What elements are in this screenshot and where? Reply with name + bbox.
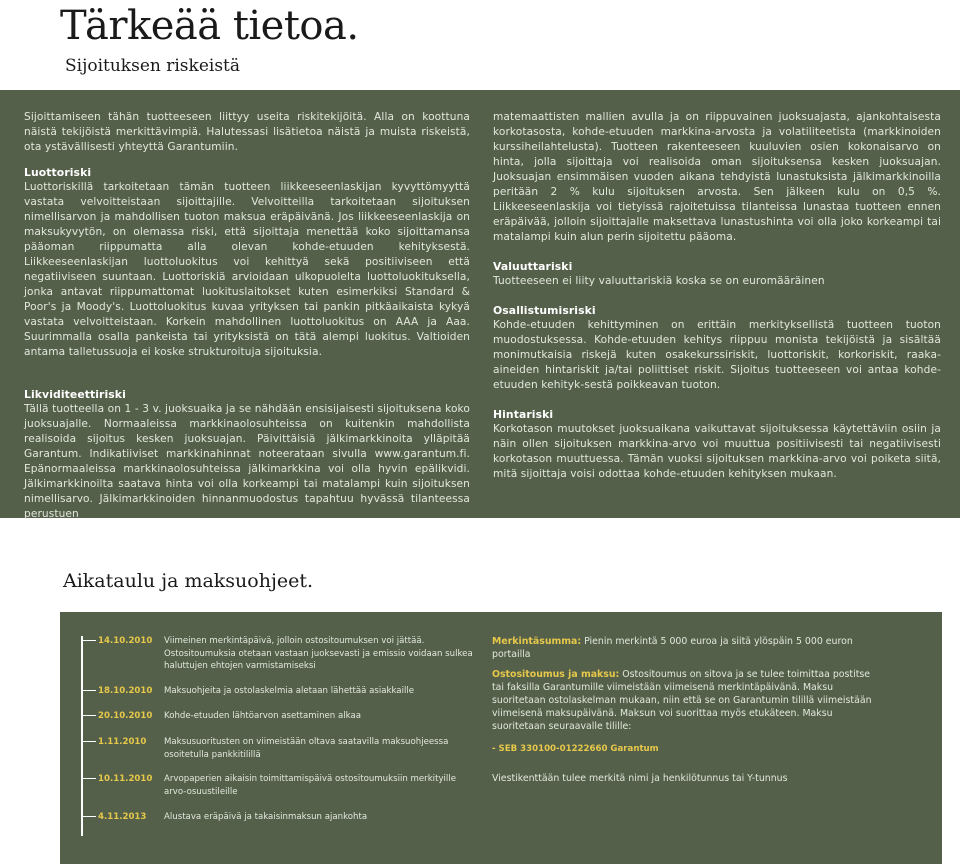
- schedule-title: Aikataulu ja maksuohjeet.: [63, 570, 314, 592]
- equity-risk-text: Kohde-etuuden kehittyminen on erittäin merkityksellistä tuotteen tuoton muodostuksessa. Kohde-etuuden kehitys riippuu monista tekijöistä ja sisältää monimutkaisia riskejä kuten osakekurssiriskit, luottoriskit, korkoriskit, raaka-aineiden hintariskit ja/tai poliittiset riskit. Sijoitus tuotteeseen voi antaa kohde-etuuden kehityk-sestä poikkeavan tuoton.: [493, 319, 941, 391]
- timeline-dashed-segment: [81, 790, 83, 834]
- subscription-info: [492, 635, 884, 661]
- subscription-label: Merkintäsumma:: [492, 636, 582, 647]
- event-date: 1.11.2010: [98, 737, 147, 747]
- timeline-tick: [82, 715, 96, 716]
- credit-risk-heading: Luottoriski: [24, 166, 92, 179]
- event-date: 14.10.2010: [98, 636, 153, 646]
- currency-risk-heading: Valuuttariski: [493, 260, 573, 273]
- liquidity-risk-continued: matemaattisten mallien avulla ja on riippuvainen juoksuajasta, ajankohtaisesta korkotasosta, kohde-etuuden markkina-arvosta ja volatiliteetista (markkinoiden kurssiheilahtelusta). Tuotteen rakenteeseen kuuluvien osien kokonaisarvo on hinta, jolla sijoittaja voi realisoida oman sijoituksensa kesken juoksuajan. Juoksuajan ensimmäisen vuoden aikana tehdyistä lunastuksista jälkimarkkinoilla peritään 2 % kulu sijoituksen arvosta. Sen jälkeen kulu on 0,5 %. Liikkeeseenlaskija voi tietyissä rajoitetuissa tilanteissa lunastaa tuotteen ennen eräpäivää, jolloin sijoittajalle maksettava lunastushinta voi olla joko korkeampi tai matalampi kuin alun perin sijoitettu pääoma.: [493, 111, 941, 243]
- event-date: 4.11.2013: [98, 812, 147, 822]
- commitment-label: Ostositoumus ja maksu:: [492, 669, 620, 680]
- risk-column-right: [493, 110, 941, 482]
- page-title: Tärkeää tietoa.: [60, 3, 359, 49]
- commitment-text: Ostositoumus on sitova ja se tulee toimittaa postitse tai faksilla Garantumille viimeistään viimeisenä merkintäpäivänä. Maksu suoritetaan ostolaskelman mukaan, niin että se on Garantumin tilillä viimeistään viimeisenä maksupäivänä. Maksun voi suorittaa myös etukäteen. Maksu suoritetaan seuraavalle tilille:: [492, 669, 872, 732]
- account-info: [492, 742, 884, 756]
- equity-risk-heading: Osallistumisriski: [493, 304, 596, 317]
- risk-intro: Sijoittamiseen tähän tuotteeseen liittyy useita riskitekijöitä. Alla on koottuna näistä tekijöistä merkittävimpiä. Halutessasi lisätietoa näistä ja muista riskeistä, ota ystävällisesti yhteyttä Garantumiin.: [24, 111, 470, 153]
- reference-note-text: Viestikenttään tulee merkitä nimi ja henkilötunnus tai Y-tunnus: [492, 773, 788, 784]
- event-description: Arvopaperien aikaisin toimittamispäivä ostositoumuksiin merkityille arvo-osuustileille: [164, 774, 456, 797]
- event-date: 18.10.2010: [98, 686, 153, 696]
- timeline-tick: [82, 690, 96, 691]
- bank-account: - SEB 330100-01222660 Garantum: [492, 744, 659, 754]
- event-description: Kohde-etuuden lähtöarvon asettaminen alkaa: [164, 711, 361, 721]
- commitment-info: [492, 668, 884, 733]
- price-risk-text: Korkotason muutokset juoksuaikana vaikuttavat sijoituksessa käytettäviin osiin ja näin ollen sijoituksen markkina-arvo voi muuttua positiivisesti tai negatiivisesti korkotason muuttuessa. Tämän vuoksi sijoituksen markkina-arvo voi poiketa siitä, mitä sijoittaja voisi odottaa kohde-etuuden kehityksen mukaan.: [493, 423, 941, 480]
- timeline-tick: [82, 640, 96, 641]
- event-description: Viimeinen merkintäpäivä, jolloin ostositoumuksen voi jättää. Ostositoumuksia otetaan vastaan juoksevasti ja emissio voidaan sulkea haluttujen ehtojen varmistamiseksi: [164, 636, 473, 672]
- timeline-tick: [82, 778, 96, 779]
- reference-note: [492, 772, 884, 785]
- credit-risk-text: Luottoriskillä tarkoitetaan tämän tuotteen liikkeeseenlaskijan kyvyttömyyttä vastata velvoitteistaan sijoittajille. Velvoitteilla tarkoitetaan sijoituksen nimellisarvon ja mahdollisen tuoton maksua eräpäivänä. Jos liikkeeseenlaskija on maksukyvytön, on olemassa riski, että sijoittaja menettää koko sijoittamansa pääoman riippumatta alla olevan kohde-etuuden kehityksestä. Liikkeeseenlaskijan luottoluokitus voi kehittyä sekä positiiviseen että negatiiviseen suuntaan. Luottoriskiä arvioidaan ulkopuolelta luottoluokituksella, jonka antavat riippumattomat luokituslaitokset kuten esimerkiksi Standard & Poor's ja Moody's. Luottoluokitus kuvaa yrityksen tai pankin pitkäaikaista kykyä vastata velvoitteistaan. Korkein mahdollinen luottoluokitus on AAA ja Aaa. Suurimmalla osalla pankeista tai yrityksistä on tätä alempi luokitus. Valtioiden antama talletussuoja ei koske strukturoituja sijoituksia.: [24, 181, 470, 358]
- event-date: 20.10.2010: [98, 711, 153, 721]
- subscription-text: Pienin merkintä 5 000 euroa ja siitä ylöspäin 5 000 euron portailla: [492, 636, 853, 660]
- currency-risk-text: Tuotteeseen ei liity valuuttariskiä koska se on euromääräinen: [493, 275, 825, 287]
- event-description: Maksuohjeita ja ostolaskelmia aletaan lähettää asiakkaille: [164, 686, 415, 696]
- timeline-tick: [82, 741, 96, 742]
- event-description: Alustava eräpäivä ja takaisinmaksun ajankohta: [164, 812, 368, 822]
- timeline-tick: [82, 816, 96, 817]
- event-date: 10.11.2010: [98, 774, 153, 784]
- price-risk-heading: Hintariski: [493, 408, 554, 421]
- liquidity-risk-text: Tällä tuotteella on 1 - 3 v. juoksuaika ja se nähdään ensisijaisesti sijoituksena koko juoksuajalle. Normaaleissa markkinaolosuhteissa on kuitenkin mahdollista realisoida sijoitus kesken juoksuajan. Päivittäisiä jälkimarkkinoita ylläpitää Garantum. Indikatiiviset markkinahinnat noteerataan sivulla www.garantum.fi. Epänormaaleissa markkinaolosuhteissa jälkimarkkina voi olla hyvin epälikvidi. Jälkimarkkinoilta saatava hinta voi olla korkeampi tai matalampi kuin sijoituksen nimellisarvo. Jälkimarkkinoiden hinnanmuodostus tapahtuu hyvässä tilanteessa perustuen: [24, 403, 470, 520]
- event-description: Maksusuoritusten on viimeistään oltava saatavilla maksuohjeessa osoitetulla pankkitilillä: [164, 737, 449, 760]
- liquidity-risk-heading: Likviditeettiriski: [24, 388, 126, 401]
- page-subtitle: Sijoituksen riskeistä: [65, 56, 241, 76]
- risk-column-left: [24, 110, 470, 522]
